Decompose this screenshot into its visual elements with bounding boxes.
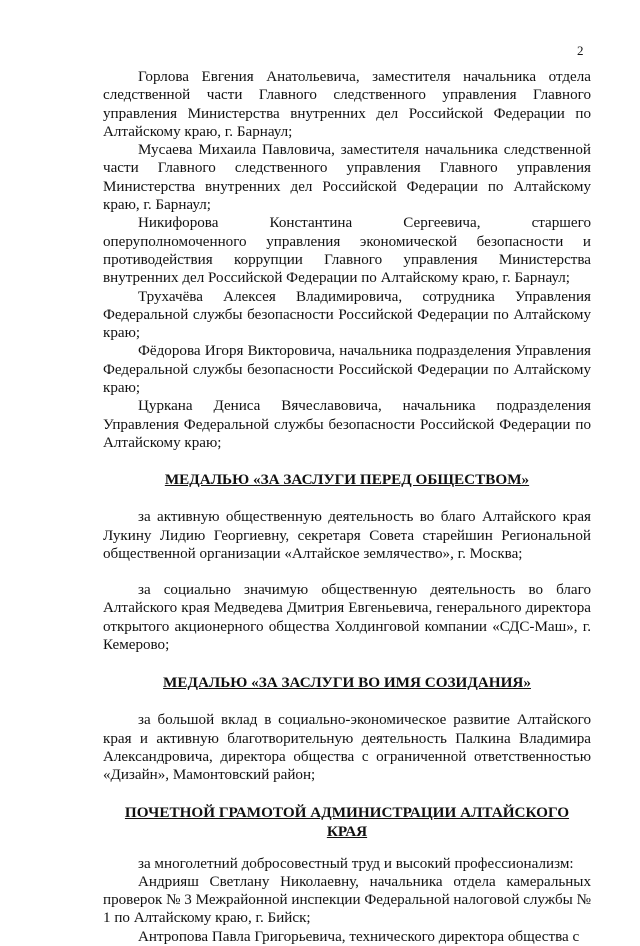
award-entry-musaev: Мусаева Михаила Павловича, заместителя начальника следственной части Главного следственного управления Главного управления Министерства внутренних дел Российской Федерации по Алтайскому краю, г. Барнаул;	[103, 142, 591, 214]
award-entry-lukina: за активную общественную деятельность во благо Алтайского края Лукину Лидию Георгиевну, секретаря Совета старейшин Региональной общественной организации «Алтайское землячество», г. Москва;	[103, 509, 591, 562]
award-entry-andriyash: Андрияш Светлану Николаевну, начальника отдела камеральных проверок № 3 Межрайонной инспекции Федеральной налоговой службы № 1 по Алтайскому краю, г. Бийск;	[103, 873, 591, 927]
page-number: 2	[577, 43, 584, 58]
award-entry-medvedev: за социально значимую общественную деятельность во благо Алтайского края Медведева Дмитрия Евгеньевича, генерального директора открытого акционерного общества Холдинговой компании «СДС-Маш», г. Кемерово;	[103, 582, 591, 654]
award-entry-antropov: Антропова Павла Григорьевича, технического директора общества с	[138, 928, 580, 945]
section-heading-society-medal: МЕДАЛЬЮ «ЗА ЗАСЛУГИ ПЕРЕД ОБЩЕСТВОМ»	[164, 471, 530, 489]
section-heading-creation-medal: МЕДАЛЬЮ «ЗА ЗАСЛУГИ ВО ИМЯ СОЗИДАНИЯ»	[163, 674, 531, 692]
award-entry-trukhachev: Трухачёва Алексея Владимировича, сотрудника Управления Федеральной службы безопасности Российской Федерации по Алтайскому краю;	[103, 288, 591, 342]
award-reason-line: за многолетний добросовестный труд и высокий профессионализм:	[138, 855, 574, 872]
award-entry-tsurkan: Цуркана Дениса Вячеславовича, начальника подразделения Управления Федеральной службы безопасности Российской Федерации по Алтайскому краю;	[103, 398, 591, 451]
section-heading-certificate: ПОЧЕТНОЙ ГРАМОТОЙ АДМИНИСТРАЦИИ АЛТАЙСКОГО КРАЯ	[124, 803, 570, 840]
award-entry-fedorov: Фёдорова Игоря Викторовича, начальника подразделения Управления Федеральной службы безопасности Российской Федерации по Алтайскому краю;	[103, 343, 591, 397]
award-entry-nikiforov: Никифорова Константина Сергеевича, старшего оперуполномоченного управления экономической безопасности и противодействия коррупции Главного управления Министерства внутренних дел Российской Федерации по Алтайскому краю, г. Барнаул;	[103, 215, 591, 287]
document-body	[103, 68, 591, 946]
award-entry-gorlov: Горлова Евгения Анатольевича, заместителя начальника отдела следственной части Главного следственного управления Главного управления Министерства внутренних дел Российской Федерации по Алтайскому краю, г. Барнаул;	[103, 69, 591, 140]
award-entry-palkin: за большой вклад в социально-экономическое развитие Алтайского края и активную благотворительную деятельность Палкина Владимира Александровича, директора общества с ограниченной ответственностью «Дизайн», Мамонтовский район;	[103, 712, 591, 784]
